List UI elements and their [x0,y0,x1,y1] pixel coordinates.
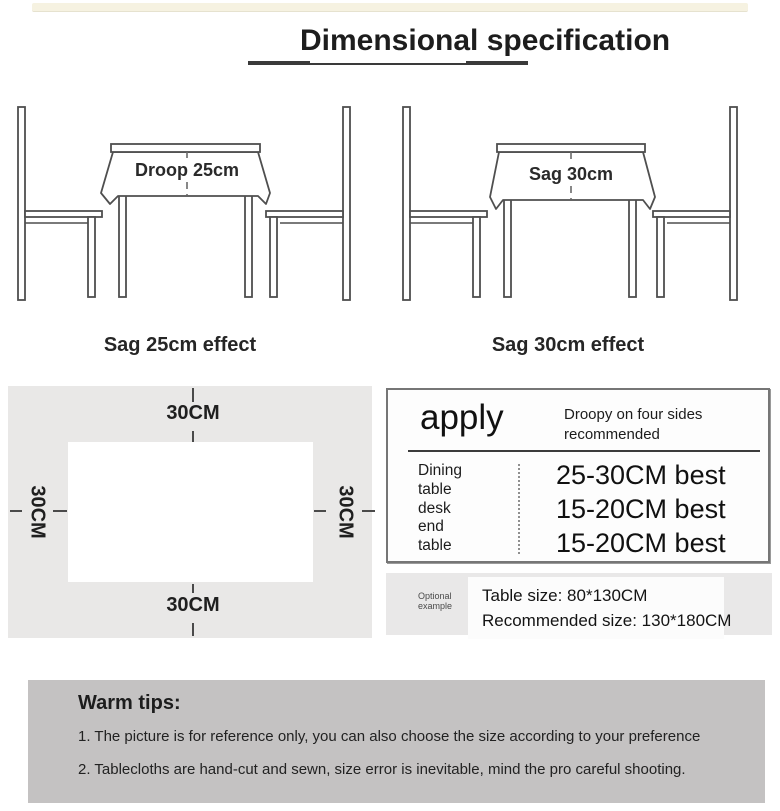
apply-note-line2: recommended [564,426,660,443]
optional-example-label [418,591,452,611]
optional-label-line1: Optional [418,591,452,601]
chair-back-icon [730,107,737,300]
table-surface-rect [68,442,313,582]
tick-icon [362,510,375,512]
chair-back-icon [343,107,350,300]
apply-item: end [418,518,444,536]
apply-item: desk [418,499,451,517]
warm-tips-heading: Warm tips: [78,692,181,714]
tick-icon [192,623,194,636]
apply-item: table [418,480,452,498]
recommended-size-text: Recommended size: 130*180CM [482,611,732,630]
dim-right-label: 30CM [334,485,357,539]
diagram-sag30 [403,107,737,300]
apply-table-panel [386,388,770,563]
apply-value: 25-30CM best [556,460,726,490]
tick-icon [192,388,194,402]
tick-icon [314,510,326,512]
table-leg-icon [629,195,636,297]
tabletop-icon [111,144,260,152]
apply-item: Dining [418,462,462,479]
chair-back-icon [403,107,410,300]
dim-left-label: 30CM [26,485,49,539]
chair-leg-icon [88,217,95,297]
chair-leg-icon [657,217,664,297]
optional-label-line2: example [418,601,453,611]
optional-size-text [482,583,731,633]
cloth-drop-label: Droop 25cm [134,160,240,180]
warm-tip-2: 2. Tablecloths are hand-cut and sewn, size error is inevitable, mind the pro careful shooting. [78,761,686,778]
diagram-sag25 [18,107,350,300]
tabletop-icon [497,144,645,152]
warm-tips-box [28,680,765,803]
divider [408,450,760,452]
table-size-text: Table size: 80*130CM [482,586,648,605]
cloth-drop-label: Sag 30cm [528,164,614,184]
table-leg-icon [245,190,252,297]
size-diagram-panel [8,386,372,638]
caption-sag30-effect: Sag 30cm effect [491,334,645,356]
table-leg-icon [504,195,511,297]
tick-icon [192,584,194,593]
chair-back-icon [18,107,25,300]
caption-sag25-effect: Sag 25cm effect [103,334,257,356]
page-title: Dimensional specification [300,24,671,57]
chair-leg-icon [270,217,277,297]
optional-example-strip [386,573,772,635]
apply-note [564,405,702,445]
table-chairs-diagrams [0,0,780,320]
optional-size-box [468,577,732,639]
dotted-divider [518,464,520,554]
chair-leg-icon [473,217,480,297]
tick-icon [53,510,67,512]
warm-tip-1: 1. The picture is for reference only, you can also choose the size according to your preference [78,728,701,745]
apply-item: table [418,537,452,555]
apply-value: 15-20CM best [556,494,726,524]
apply-note-line1: Droopy on four sides [564,406,703,423]
dim-top-label: 30CM [166,402,220,424]
tick-icon [192,431,194,442]
apply-value: 15-20CM best [556,528,726,558]
apply-header: apply [420,398,504,437]
apply-item-list [418,462,462,556]
dim-bottom-label: 30CM [166,594,220,616]
table-leg-icon [119,190,126,297]
tick-icon [10,510,22,512]
